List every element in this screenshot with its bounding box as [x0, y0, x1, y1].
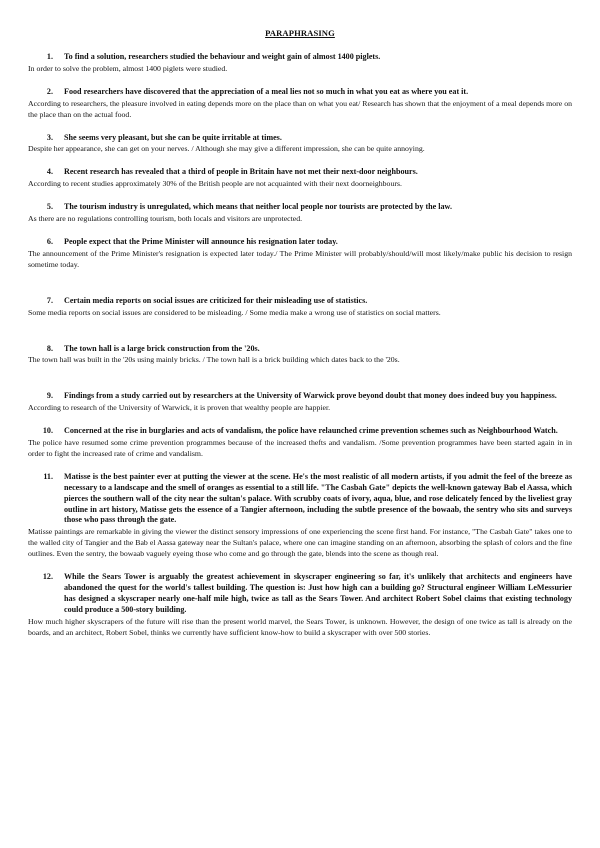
item-10 — [28, 426, 572, 460]
item-number: 3. — [46, 132, 53, 142]
original-text: Findings from a study carried out by researchers at the University of Warwick prove beyond doubt that money does indeed buy you happiness. — [64, 391, 557, 401]
paraphrase: As there are no regulations controlling tourism, both locals and visitors are unprotected. — [28, 214, 303, 224]
original-sentence — [28, 87, 572, 98]
original-sentence — [28, 572, 572, 616]
original-sentence — [28, 344, 572, 355]
original-text: While the Sears Tower is arguably the greatest achievement in skyscraper engineering so far, it's unlikely that architects and engineers have abandoned the quest for the world's tallest building. The question is: Just how high can a building go? Structural engineer William LeMessurier has designed a skyscraper nearly one-half mile high, twice as tall as the Sears Tower. And architect Robert Sobel claims that existing technology could produce a 500-story building. — [64, 572, 572, 614]
original-text: The tourism industry is unregulated, which means that neither local people nor tourists are protected by the law. — [64, 202, 452, 212]
item-9 — [28, 391, 572, 414]
original-text: Food researchers have discovered that the appreciation of a meal lies not so much in what you eat as where you eat it. — [64, 86, 469, 96]
original-text: People expect that the Prime Minister will announce his resignation later today. — [64, 236, 338, 246]
original-text: She seems very pleasant, but she can be quite irritable at times. — [64, 132, 282, 142]
item-number: 2. — [46, 86, 53, 96]
original-sentence — [28, 426, 572, 437]
item-3 — [28, 133, 572, 156]
paraphrase: According to researchers, the pleasure involved in eating depends more on the place than on what you eat/ Research has shown that the enjoyment of a meal depends more on the place than on the actual food. — [28, 98, 572, 119]
item-4 — [28, 167, 572, 190]
paraphrase: According to research of the University of Warwick, it is proven that wealthy people are happier. — [28, 403, 331, 413]
item-number: 5. — [46, 202, 53, 212]
item-11 — [28, 472, 572, 560]
item-number: 8. — [46, 343, 53, 353]
item-7 — [28, 296, 572, 319]
item-number: 9. — [46, 391, 53, 401]
item-1 — [28, 52, 572, 75]
item-number: 7. — [46, 295, 53, 305]
item-8 — [28, 344, 572, 367]
original-sentence — [28, 167, 572, 178]
original-sentence — [28, 391, 572, 402]
paraphrase: The town hall was built in the '20s using mainly bricks. / The town hall is a brick building which dates back to the '20s. — [28, 355, 400, 365]
paraphrase: According to recent studies approximately 30% of the British people are not acquainted with their next doorneighbours. — [28, 179, 402, 189]
original-text: Concerned at the rise in burglaries and acts of vandalism, the police have relaunched crime prevention schemes such as Neighbourhood Watch. — [64, 426, 558, 436]
item-number: 6. — [46, 236, 53, 246]
item-number: 11. — [43, 471, 53, 481]
item-number: 10. — [42, 426, 53, 436]
original-text: To find a solution, researchers studied the behaviour and weight gain of almost 1400 piglets. — [64, 52, 381, 61]
paraphrase: Matisse paintings are remarkable in giving the viewer the distinct sensory impressions of one experiencing the scene first hand. For instance, "The Casbah Gate" takes one to the walled city of Tangier and the Bab el Aassa gateway near the Sultan's palace, where one can imagine standing on an afternoon, absorbing the splash of colors and the fine outlines. Even the sentry, the bowaab vaguely eyeing those who come and go through the gate, blends into the scene as though real. — [28, 527, 572, 559]
page-title: PARAPHRASING — [265, 28, 335, 38]
item-2 — [28, 87, 572, 121]
item-number: 4. — [46, 167, 53, 177]
original-sentence — [28, 52, 572, 63]
item-5 — [28, 202, 572, 225]
original-text: The town hall is a large brick construction from the '20s. — [64, 343, 260, 353]
original-sentence — [28, 237, 572, 248]
original-text: Certain media reports on social issues are criticized for their misleading use of statistics. — [64, 295, 368, 305]
original-sentence — [28, 202, 572, 213]
paraphrase: How much higher skyscrapers of the future will rise than the present world marvel, the Sears Tower, is unknown. However, the design of one twice as tall is already on the boards, and an architect, Robert Sobel, thinks we currently have sufficient know-how to build a skyscraper with over 500 stories. — [28, 616, 572, 637]
original-text: Matisse is the best painter ever at putting the viewer at the scene. He's the most realistic of all modern artists, if you admit the feel of the breeze as necessary to a landscape and the smell of oranges as essential to a still life. "The Casbah Gate" depicts the well-known gateway Bab el Aassa, which pierces the southern wall of the city near the sultan's palace. With scrubby coats of ivory, aqua, blue, and rose delicately fenced by the liveliest gray outline in art history, Matisse gets the essence of a Tangier afternoon, including the subtle presence of the bowaab, the sentry who sits and surveys those who pass through the gate. — [64, 471, 572, 525]
item-number: 12. — [42, 572, 53, 582]
item-number: 1. — [46, 52, 53, 61]
paraphrase: The police have resumed some crime prevention programmes because of the increased thefts and vandalism. /Some prevention programmes have been started again in in order to fight the increased rate of crime and vandalism. — [28, 438, 572, 458]
original-sentence — [28, 133, 572, 144]
item-12 — [28, 572, 572, 638]
paraphrase: The announcement of the Prime Minister's resignation is expected later today./ The Prime Minister will probably/should/will most likely/make public his decision to resign sometime today. — [28, 248, 572, 269]
original-text: Recent research has revealed that a third of people in Britain have not met their next-door neighbours. — [64, 167, 418, 177]
original-sentence — [28, 296, 572, 307]
item-6 — [28, 237, 572, 271]
paraphrase: Some media reports on social issues are considered to be misleading. / Some media make a wrong use of statistics on social matters. — [28, 307, 441, 317]
paraphrase: In order to solve the problem, almost 1400 piglets were studied. — [28, 63, 228, 73]
original-sentence — [28, 472, 572, 527]
paraphrase: Despite her appearance, she can get on your nerves. / Although she may give a different impression, she can be quite annoying. — [28, 144, 425, 154]
